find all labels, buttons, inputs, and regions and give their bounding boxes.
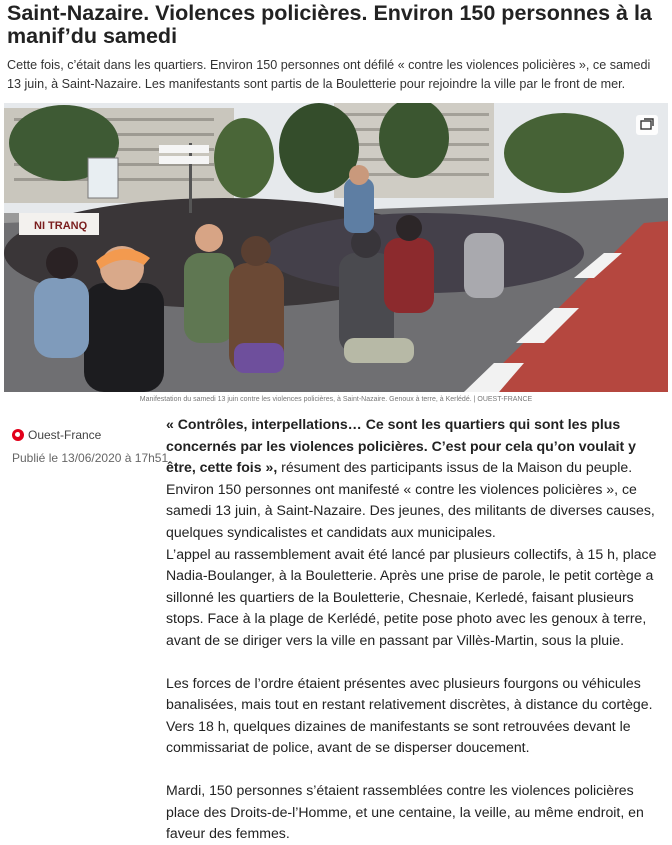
article-headline: Saint-Nazaire. Violences policières. Environ 150 personnes à la manif’du samedi <box>7 1 652 48</box>
expand-photo-button[interactable] <box>636 115 658 135</box>
ouest-france-logo-icon <box>12 429 24 441</box>
photo-illustration <box>4 103 668 392</box>
article-source[interactable] <box>12 428 101 442</box>
article-body <box>166 414 660 845</box>
article-paragraph-4: Mardi, 150 personnes s’étaient rassemblées contre les violences policières place des Droits-de-l’Homme, et une centaine, la veille, au même endroit, en faveur des femmes. <box>166 781 644 842</box>
source-name[interactable]: Ouest-France <box>28 428 102 442</box>
article-paragraph-3: Les forces de l’ordre étaient présentes avec plusieurs fourgons ou véhicules banalisées, mais tout en restant relativement discrètes, à distance du cortège. Vers 18 h, quelques dizaines de manifestants se sont retrouvées devant le commissariat de police, avant de se disperser doucement. <box>166 674 653 756</box>
article-standfirst: Cette fois, c’était dans les quartiers. Environ 150 personnes ont défilé « contre les violences policières », ce samedi 13 juin, à Saint-Nazaire. Les manifestants sont partis de la Bouletterie pour rejoindre la ville par le front de mer. <box>7 58 651 91</box>
expand-icon <box>636 115 658 135</box>
article-photo[interactable] <box>4 103 668 392</box>
article-paragraph-1 <box>166 414 660 544</box>
publication-date: Publié le 13/06/2020 à 17h51 <box>12 451 169 465</box>
photo-caption: Manifestation du samedi 13 juin contre les violences policières, à Saint-Nazaire. Genoux à terre, à Kerlédé. | OUEST-FRANCE <box>139 396 533 403</box>
svg-text:NI TRANQ: NI TRANQ <box>34 220 88 232</box>
article-paragraph-2: L’appel au rassemblement avait été lancé par plusieurs collectifs, à 15 h, place Nadia-Boulanger, à la Bouletterie. Après une prise de parole, le petit cortège a sillonné les quartiers de la Bouletterie, Chesnaie, Kerledé, faisant plusieurs stops. Face à la plage de Kerlédé, petite pose photo avec les genoux à terre, avant de se diriger vers la ville en passant par Villès-Martin, sous la pluie. <box>166 545 657 648</box>
article-lead-quote: « Contrôles, interpellations… Ce sont les quartiers qui sont les plus concernés par les violences policières. C’est pour cela qu’on voulait y être, cette fois », <box>166 416 636 476</box>
article-lead-text: résument des participants issus de la Maison du peuple. Environ 150 personnes ont manifesté « contre les violences policières », ce samedi 13 juin, à Saint-Nazaire. Des jeunes, des militants de diverses causes, quelques syndicalistes et candidats aux municipales. <box>166 459 655 540</box>
